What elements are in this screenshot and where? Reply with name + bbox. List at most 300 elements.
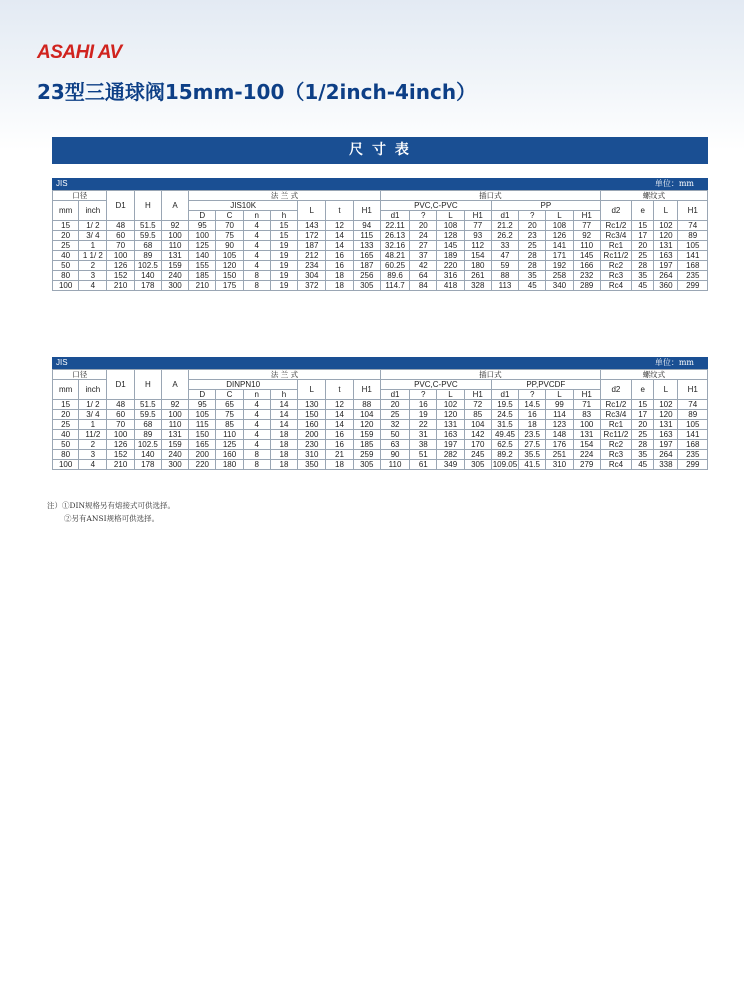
table-cell: 50 [53,440,79,450]
table-row [53,400,708,410]
table-cell: 32.16 [380,241,409,251]
table-cell: 60.25 [380,261,409,271]
table-cell: 105 [678,420,708,430]
table-cell: 159 [161,440,188,450]
table-cell: 154 [573,440,600,450]
table-cell: 141 [546,241,573,251]
table-cell: 28 [519,251,546,261]
col-thread-h1: H1 [678,380,708,400]
table-cell: 108 [437,221,464,231]
table-cell: 131 [161,430,188,440]
table-cell: 19 [410,410,437,420]
table-cell: 18 [519,420,546,430]
table-cell: 18 [326,271,353,281]
col-socket1-q: ? [410,211,437,221]
table-cell: 23 [519,231,546,241]
table-header-bar [52,178,708,190]
col-thread-h1: H1 [678,201,708,221]
table-cell: 180 [464,261,491,271]
table-cell: 310 [546,460,573,470]
table-cell: 141 [678,251,708,261]
table-cell: Rc1 [600,420,631,430]
socket-material-2: PP [491,201,600,211]
table-cell: 131 [437,420,464,430]
section-title: 尺 寸 表 [52,137,708,164]
table-cell: 93 [464,231,491,241]
table-cell: 100 [107,430,134,440]
col-socket1-l: L [437,390,464,400]
table-cell: 159 [161,261,188,271]
table-cell: 19 [270,261,297,271]
table-cell: 48.21 [380,251,409,261]
col-socket2-q: ? [519,390,546,400]
table-cell: 50 [380,430,409,440]
table-cell: 20 [410,221,437,231]
table-cell: 2 [79,261,107,271]
table-cell: 372 [298,281,326,291]
table-cell: 100 [53,460,79,470]
table-cell: 110 [573,241,600,251]
col-socket1-d1: d1 [380,390,409,400]
table-cell: 4 [243,430,270,440]
table-cell: 14 [326,231,353,241]
table-cell: 12 [326,221,353,231]
table-cell: 100 [573,420,600,430]
table-cell: 77 [573,221,600,231]
table-cell: 152 [107,271,134,281]
table-cell: 11/2 [79,430,107,440]
table-row [53,440,708,450]
table-cell: 89.2 [491,450,518,460]
table-cell: 27 [410,241,437,251]
table-cell: 102 [437,400,464,410]
col-flange-n: n [243,390,270,400]
table-cell: 120 [654,231,678,241]
table-cell: 108 [546,221,573,231]
table-cell: 163 [437,430,464,440]
caliber-header: 口径 [53,370,107,380]
table-cell: 80 [53,271,79,281]
table-cell: 16 [326,440,353,450]
col-socket2-h1: H1 [573,211,600,221]
table-cell: 26.2 [491,231,518,241]
table-cell: 18 [270,430,297,440]
table-cell: 32 [380,420,409,430]
table-cell: 3 [79,271,107,281]
table-cell: 282 [437,450,464,460]
table-cell: 338 [654,460,678,470]
table-cell: 27.5 [519,440,546,450]
table-cell: 178 [134,281,161,291]
table-cell: 125 [216,440,243,450]
table-cell: 25 [53,241,79,251]
table-cell: 8 [243,460,270,470]
table-cell: 14 [270,420,297,430]
table-cell: 251 [546,450,573,460]
table-cell: 35 [632,450,654,460]
table-cell: 220 [189,460,216,470]
table-cell: 187 [298,241,326,251]
table-cell: 80 [53,450,79,460]
table-cell: 114 [546,410,573,420]
table-cell: 328 [464,281,491,291]
table-cell: 49.45 [491,430,518,440]
table-cell: 224 [573,450,600,460]
table-cell: 15 [632,221,654,231]
table-cell: 279 [573,460,600,470]
col-socket2-q: ? [519,211,546,221]
thread-header: 螺纹式 [600,370,707,380]
thread-header: 螺纹式 [600,191,707,201]
table-cell: 16 [326,251,353,261]
table-cell: 92 [161,400,188,410]
table-cell: 40 [53,251,79,261]
col-a: A [161,191,188,221]
table-cell: 19 [270,271,297,281]
table-cell: 131 [654,241,678,251]
table-cell: 26.13 [380,231,409,241]
table-cell: 15 [53,400,79,410]
table-row [53,271,708,281]
footnote-din: 注）①DIN规格另有熔接式可供选择。 [47,501,176,510]
table-cell: 18 [270,460,297,470]
standard-label: JIS [56,358,68,367]
table-cell: 48 [107,221,134,231]
table-cell: 100 [189,231,216,241]
table-cell: 8 [243,450,270,460]
flange-header: 法 兰 式 [189,191,381,201]
table-cell: 65 [216,400,243,410]
table-row [53,221,708,231]
table-cell: 310 [298,450,326,460]
table-cell: 89 [134,251,161,261]
col-flange-d: D [189,390,216,400]
table-cell: 102.5 [134,261,161,271]
table-cell: 126 [546,231,573,241]
table-cell: 131 [573,430,600,440]
col-socket1-l: L [437,211,464,221]
flange-header: 法 兰 式 [189,370,381,380]
table-cell: 60 [107,231,134,241]
table-cell: 120 [353,420,380,430]
table-cell: 22.11 [380,221,409,231]
col-mm: mm [53,380,79,400]
table-cell: 24 [410,231,437,241]
col-thread-l: L [654,380,678,400]
table-cell: 141 [678,430,708,440]
table-cell: 150 [216,271,243,281]
col-flange-h: h [270,390,297,400]
col-h: H [134,191,161,221]
table-row [53,261,708,271]
table-cell: 105 [678,241,708,251]
table-cell: 51.5 [134,221,161,231]
table-cell: 109.05 [492,460,518,469]
table-cell: 45 [632,281,654,291]
table-cell: 19 [270,241,297,251]
table-cell: 123 [546,420,573,430]
table-cell: 152 [107,450,134,460]
table-cell: 299 [678,281,708,291]
table-cell: 25 [53,420,79,430]
table-row [53,241,708,251]
col-flange-h1: H1 [353,201,380,221]
col-flange-t: t [326,201,353,221]
table-cell: 3/ 4 [79,231,107,241]
table-cell: 212 [298,251,326,261]
table-row [53,450,708,460]
footnote-ansi: ②另有ANSI规格可供选择。 [64,514,160,523]
table-header-bar [52,357,708,369]
table-cell: 163 [654,430,678,440]
table-cell: 264 [654,450,678,460]
table-cell: 20 [519,221,546,231]
table-cell: 168 [678,440,708,450]
table-cell: 235 [678,271,708,281]
caliber-header: 口径 [53,191,107,201]
col-flange-c: C [216,211,243,221]
table-cell: 51.5 [134,400,161,410]
table-cell: 16 [410,400,437,410]
table-cell: 261 [464,271,491,281]
table-cell: 131 [161,251,188,261]
table-cell: 130 [298,400,326,410]
col-socket1-d1: d1 [380,211,409,221]
col-d1: D1 [107,370,134,400]
table-cell: 114.7 [380,281,409,291]
table-cell: 200 [298,430,326,440]
table-cell: 163 [654,251,678,261]
table-cell: 18 [270,450,297,460]
table-cell: 210 [189,281,216,291]
table-cell: 220 [437,261,464,271]
table-cell: 110 [161,420,188,430]
table-cell: 150 [189,430,216,440]
table-cell: 166 [573,261,600,271]
table-cell: 15 [632,400,654,410]
table-cell: 4 [243,251,270,261]
table-cell: Rc3 [600,450,631,460]
col-d1: D1 [107,191,134,221]
table-cell: 4 [243,221,270,231]
table-cell: 4 [243,261,270,271]
table-cell: Rc3/4 [600,410,631,420]
table-cell: 4 [243,410,270,420]
table-cell: 22 [410,420,437,430]
table-row [53,410,708,420]
standard-label: JIS [56,179,68,188]
table-cell: 110 [216,430,243,440]
table-cell: 165 [189,440,216,450]
table-cell: 19 [270,281,297,291]
table-cell: 84 [410,281,437,291]
table-cell: 154 [464,251,491,261]
socket-material-2: PP,PVCDF [491,380,600,390]
table-row [53,281,708,291]
flange-standard: DINPN10 [189,380,298,390]
table-cell: 14 [270,410,297,420]
table-cell: 316 [437,271,464,281]
socket-material-1: PVC,C-PVC [380,201,491,211]
col-e: e [632,380,654,400]
table-cell: 120 [437,410,464,420]
table-cell: 24.5 [491,410,518,420]
table-cell: 88 [491,271,518,281]
table-cell: Rc2 [600,440,631,450]
table-cell: 289 [573,281,600,291]
table-cell: 185 [353,440,380,450]
table-cell: 17 [632,231,654,241]
col-inch: inch [79,201,107,221]
table-cell: 38 [410,440,437,450]
col-socket2-l: L [546,211,573,221]
table-cell: 110 [161,241,188,251]
table-cell: 74 [678,221,708,231]
table-cell: 37 [410,251,437,261]
table-cell: 4 [243,440,270,450]
table-cell: 41.5 [519,460,546,470]
col-socket1-q: ? [410,390,437,400]
col-a: A [161,370,188,400]
table-cell: 99 [546,400,573,410]
table-cell: 15 [270,221,297,231]
table-cell: 131 [654,420,678,430]
table-cell: 68 [134,241,161,251]
table-cell: 70 [107,420,134,430]
table-cell: 4 [243,420,270,430]
table-cell: 51 [410,450,437,460]
table-cell: 35.5 [519,450,546,460]
table-cell: 19.5 [491,400,518,410]
unit-label: 单位：mm [654,358,694,367]
table-cell: 59.5 [134,410,161,420]
table-cell: 90 [380,450,409,460]
table-cell: 74 [678,400,708,410]
table-cell: 75 [216,231,243,241]
table-cell: 264 [654,271,678,281]
table-cell: 85 [464,410,491,420]
table-cell: 126 [107,261,134,271]
table-cell: 305 [353,460,380,470]
table-cell: Rc2 [600,261,631,271]
table-cell: 16 [326,261,353,271]
table-cell: 14 [270,400,297,410]
table-cell: 14 [326,241,353,251]
dimension-table-dinpn10 [52,357,708,470]
table-cell: 92 [161,221,188,231]
col-flange-n: n [243,211,270,221]
col-h: H [134,370,161,400]
table-cell: 35 [519,271,546,281]
table-cell: 20 [632,241,654,251]
table-cell: 33 [491,241,518,251]
table-cell: 89 [678,231,708,241]
table-cell: 140 [134,450,161,460]
table-cell: 240 [161,271,188,281]
table-cell: 240 [161,450,188,460]
page-title: 23型三通球阀15mm-100（1/2inch-4inch） [37,80,477,104]
table-cell: 200 [189,450,216,460]
col-flange-t: t [326,380,353,400]
table-cell: 12 [326,400,353,410]
table-cell: 15 [53,221,79,231]
table-cell: Rc1/2 [600,221,631,231]
socket-header: 插口式 [380,191,600,201]
data-table [52,369,708,470]
table-cell: 4 [243,231,270,241]
table-cell: 258 [546,271,573,281]
table-cell: 115 [189,420,216,430]
col-flange-h1: H1 [353,380,380,400]
table-cell: 148 [546,430,573,440]
table-cell: Rc1 [600,241,631,251]
table-cell: 159 [353,430,380,440]
table-row [53,420,708,430]
table-cell: 140 [189,251,216,261]
table-cell: 14 [326,420,353,430]
table-cell: 72 [464,400,491,410]
table-cell: 4 [79,460,107,470]
table-cell: 1 [79,241,107,251]
table-row [53,231,708,241]
table-cell: 104 [353,410,380,420]
table-cell: 104 [464,420,491,430]
table-cell: 299 [678,460,708,470]
table-cell: 197 [654,440,678,450]
col-flange-l: L [298,380,326,400]
table-cell: 48 [107,400,134,410]
unit-label: 单位：mm [654,179,694,188]
table-cell: 95 [189,400,216,410]
table-cell: 17 [632,410,654,420]
table-cell: 18 [270,440,297,450]
table-cell: 160 [298,420,326,430]
table-cell: 143 [298,221,326,231]
table-cell: 235 [678,450,708,460]
table-cell: Rc3 [600,271,631,281]
table-cell: 418 [437,281,464,291]
table-cell: 70 [216,221,243,231]
table-cell: Rc3/4 [600,231,631,241]
table-cell: 210 [107,460,134,470]
table-cell: 256 [353,271,380,281]
col-socket2-h1: H1 [573,390,600,400]
table-cell: 360 [654,281,678,291]
table-cell: 45 [519,281,546,291]
table-cell: 83 [573,410,600,420]
table-cell: 25 [380,410,409,420]
table-cell: 3 [79,450,107,460]
table-cell: 19 [270,251,297,261]
col-flange-c: C [216,390,243,400]
table-cell: 20 [380,400,409,410]
col-socket1-h1: H1 [464,390,491,400]
table-cell: Rc4 [600,281,631,291]
table-cell: 89 [134,430,161,440]
table-cell: 40 [53,430,79,440]
table-cell: 102 [654,221,678,231]
table-cell: 68 [134,420,161,430]
table-cell: 75 [216,410,243,420]
table-cell: 28 [519,261,546,271]
table-cell: 4 [243,241,270,251]
table-cell: 102.5 [134,440,161,450]
table-cell: 25 [632,251,654,261]
table-cell: 100 [107,251,134,261]
table-cell: 172 [298,231,326,241]
col-thread-l: L [654,201,678,221]
brand-logo: ASAHI AV [37,42,122,63]
